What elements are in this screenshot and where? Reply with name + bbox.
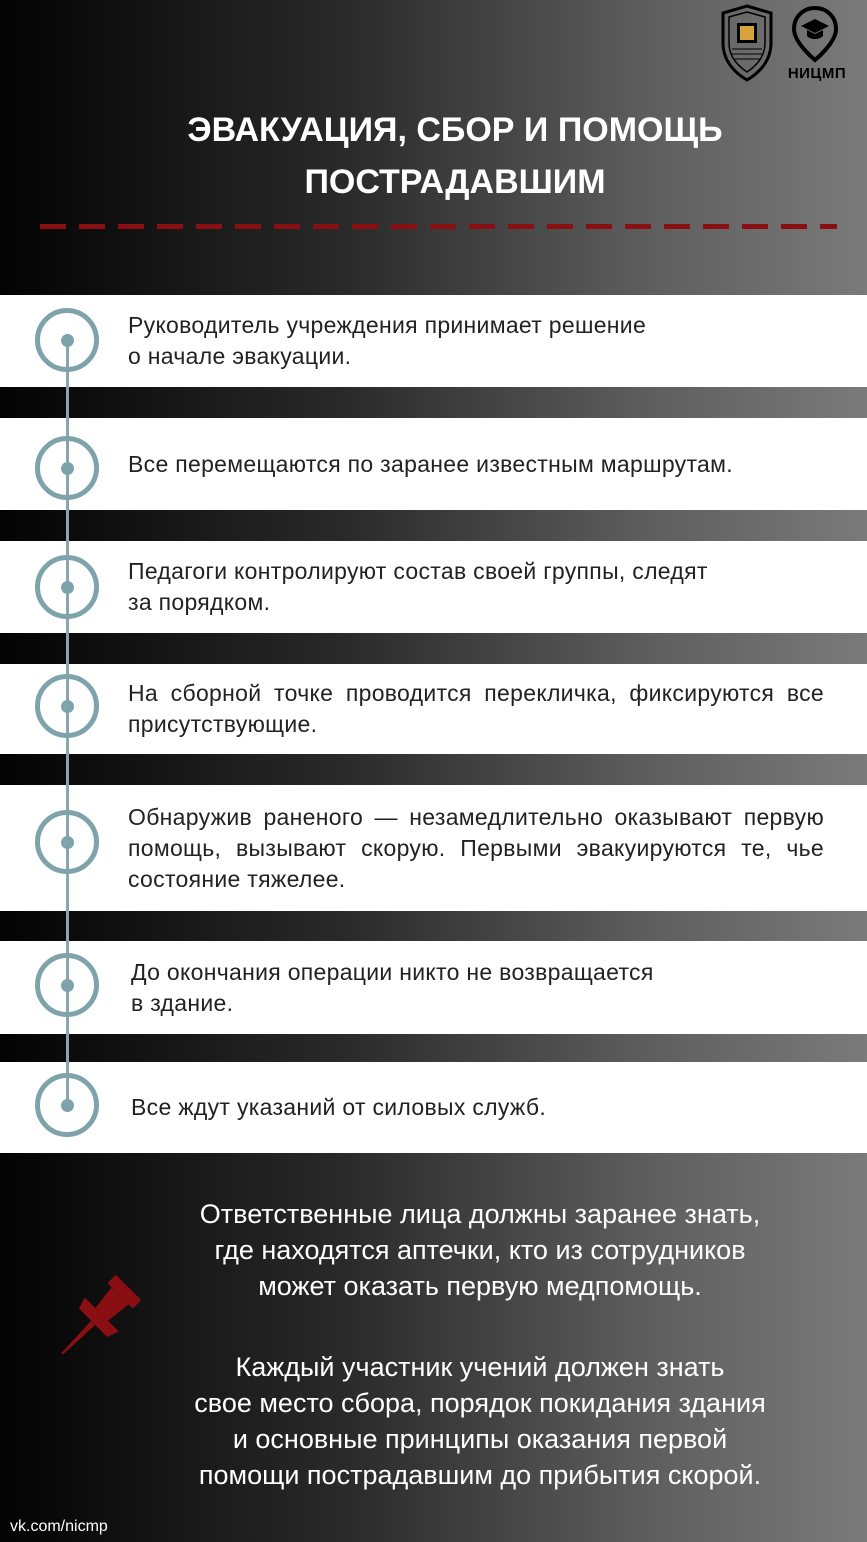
timeline-marker — [35, 810, 99, 874]
timeline-marker — [35, 555, 99, 619]
note-line: и основные принципы оказания первой — [232, 1424, 728, 1454]
step-text-line: Все перемещаются по заранее известным маршрутам. — [128, 450, 733, 477]
step-card — [0, 418, 867, 510]
footer-link[interactable]: vk.com/nicmp — [10, 1518, 108, 1535]
timeline-marker — [35, 308, 99, 372]
step-card — [0, 541, 867, 633]
step-text: Обнаружив раненого — незамедлительно оказывают первую помощь, вызывают скорую. Первыми эвакуируются те, чье состояние тяжелее. — [128, 803, 824, 892]
timeline-marker — [35, 436, 99, 500]
step-card — [0, 941, 867, 1034]
step-text — [128, 1092, 546, 1123]
timeline-dot — [61, 581, 74, 594]
note-line: свое место сбора, порядок покидания здания — [194, 1388, 766, 1418]
step-text-line: Руководитель учреждения принимает решение — [128, 312, 647, 338]
note-paragraph — [120, 1349, 840, 1493]
timeline-marker — [35, 1073, 99, 1137]
note-line: Каждый участник учений должен знать — [235, 1352, 725, 1382]
timeline-dot — [61, 979, 74, 992]
logos — [717, 3, 857, 83]
step-card — [0, 295, 867, 387]
title-line: ПОСТРАДАВШИМ — [304, 163, 606, 201]
note-paragraph — [120, 1196, 840, 1304]
title-line: ЭВАКУАЦИЯ, СБОР И ПОМОЩЬ — [187, 111, 723, 149]
step-text — [128, 310, 646, 372]
timeline-marker — [35, 674, 99, 738]
step-text: На сборной точке проводится перекличка, фиксируются все присутствующие. — [128, 680, 824, 737]
step-text-line: До окончания операции никто не возвращается — [131, 958, 654, 985]
step-text-line: Педагоги контролируют состав своей группы, следят — [128, 558, 708, 584]
step-text-line: Все ждут указаний от силовых служб. — [131, 1094, 547, 1120]
shield-emblem-icon — [717, 3, 777, 83]
step-text — [128, 556, 708, 618]
graduation-cap-pin-icon — [789, 5, 841, 63]
logo-text: НИЦМП — [787, 65, 847, 82]
step-card — [0, 785, 867, 911]
step-text-line: в здание. — [131, 989, 234, 1016]
timeline-dot — [61, 836, 74, 849]
timeline-dot — [61, 462, 74, 475]
page-title — [60, 104, 850, 208]
step-text — [128, 957, 654, 1019]
note-line: Ответственные лица должны заранее знать, — [199, 1199, 761, 1229]
dashed-divider — [40, 224, 837, 229]
note-line: помощи пострадавшим до прибытия скорой. — [198, 1460, 762, 1490]
timeline-marker — [35, 953, 99, 1017]
step-text-line: о начале эвакуации. — [128, 343, 352, 369]
step-card — [0, 664, 867, 754]
note-line: может оказать первую медпомощь. — [258, 1271, 702, 1301]
step-text — [128, 449, 733, 480]
timeline-dot — [61, 1099, 74, 1112]
timeline-dot — [61, 334, 74, 347]
note-line: где находятся аптечки, кто из сотрудников — [214, 1235, 746, 1265]
timeline-dot — [61, 700, 74, 713]
step-text-line: за порядком. — [128, 589, 271, 615]
step-card — [0, 1062, 867, 1153]
